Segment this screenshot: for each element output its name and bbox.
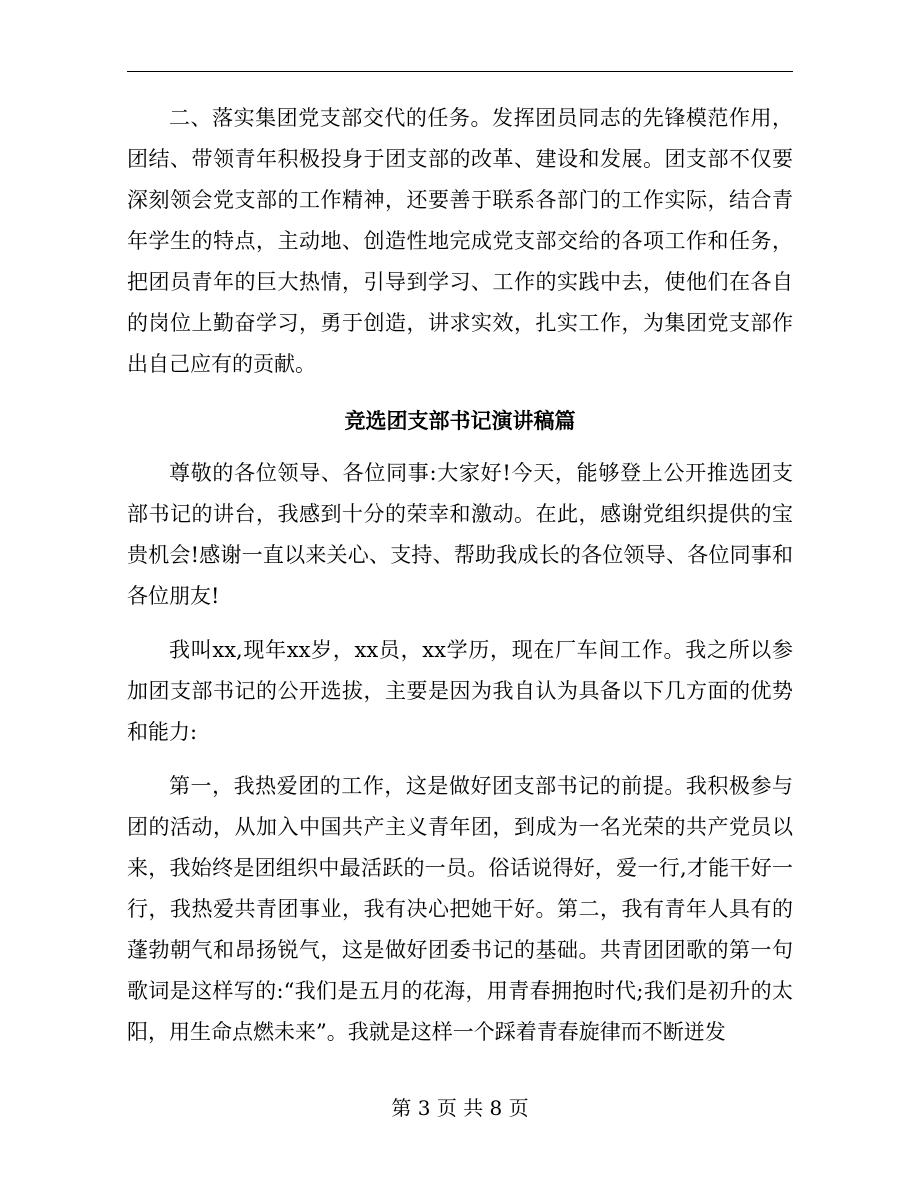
page-number-footer: 第 3 页 共 8 页 [391, 1096, 529, 1120]
document-body [127, 98, 793, 1053]
paragraph: 尊敬的各位领导、各位同事:大家好!今天，能够登上公开推选团支部书记的讲台，我感到十分的荣幸和激动。在此，感谢党组织提供的宝贵机会!感谢一直以来关心、支持、帮助我成长的各位领导、各位同事和各位朋友! [127, 461, 793, 608]
paragraph: 第一，我热爱团的工作，这是做好团支部书记的前提。我积极参与团的活动，从加入中国共产主义青年团，到成为一名光荣的共产党员以来，我始终是团组织中最活跃的一员。俗话说得好，爱一行,才能干好一行，我热爱共青团事业，我有决心把她干好。第二，我有青年人具有的蓬勃朝气和昂扬锐气，这是做好团委书记的基础。共青团团歌的第一句歌词是这样写的:“我们是五月的花海，用青春拥抱时代;我们是初升的太阳，用生命点燃未来”。我就是这样一个踩着青春旋律而不断迸发 [127, 774, 793, 1044]
paragraph: 二、落实集团党支部交代的任务。发挥团员同志的先锋模范作用，团结、带领青年积极投身于团支部的改革、建设和发展。团支部不仅要深刻领会党支部的工作精神，还要善于联系各部门的工作实际，结合青年学生的特点，主动地、创造性地完成党支部交给的各项工作和任务，把团员青年的巨大热情，引导到学习、工作的实践中去，使他们在各自的岗位上勤奋学习，勇于创造，讲求实效，扎实工作，为集团党支部作出自己应有的贡献。 [127, 106, 793, 376]
paragraph: 我叫xx,现年xx岁，xx员，xx学历，现在厂车间工作。我之所以参加团支部书记的公开选拔，主要是因为我自认为具备以下几方面的优势和能力: [127, 638, 793, 744]
header-rule [127, 71, 793, 72]
section-title: 竞选团支部书记演讲稿篇 [344, 408, 576, 433]
